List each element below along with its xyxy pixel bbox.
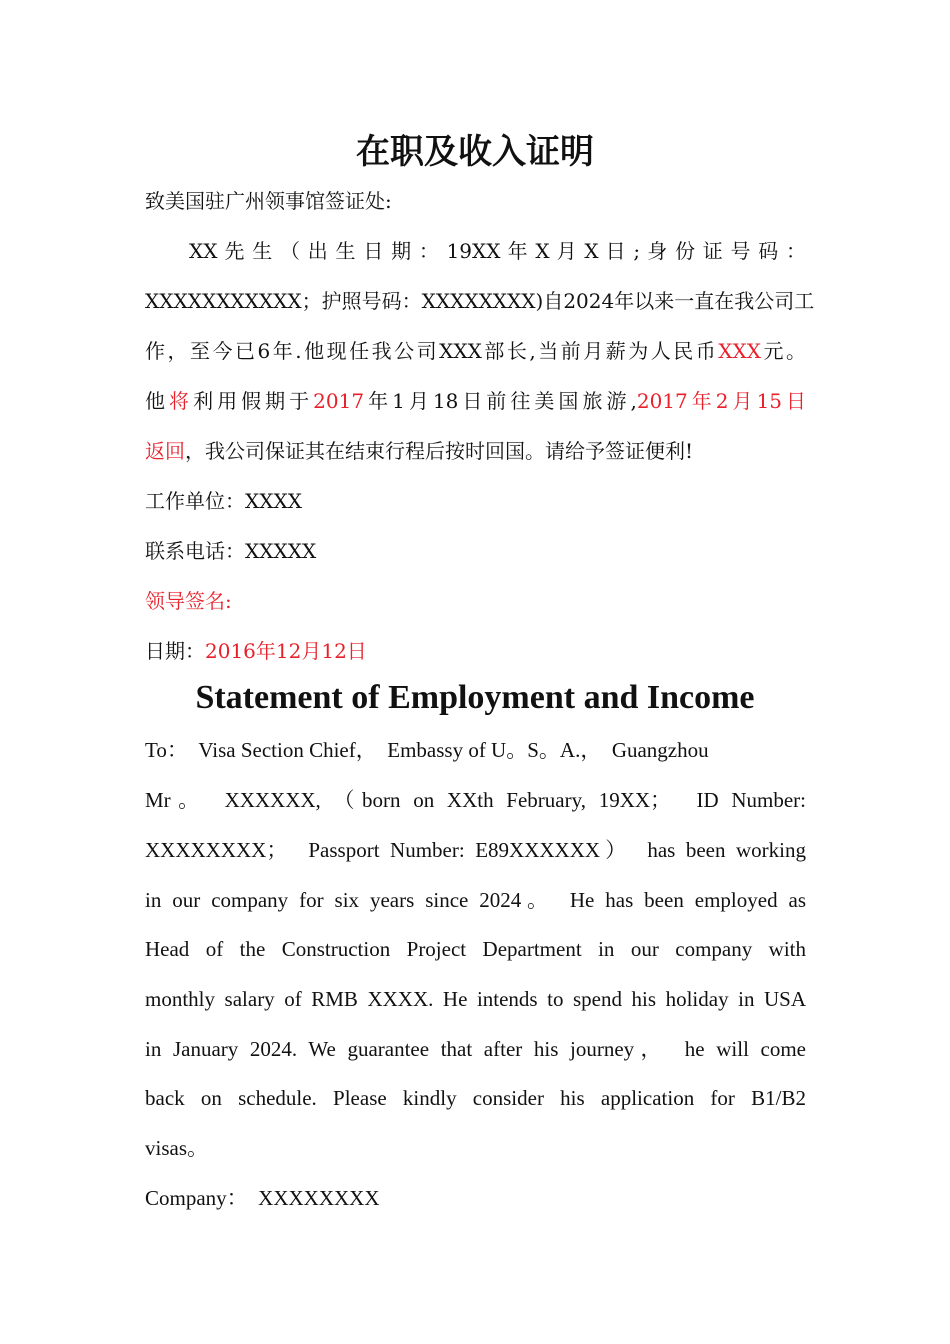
leader-signature: 领导签名:: [145, 589, 232, 613]
date-label: 日期：: [145, 639, 205, 663]
cn-paragraph-line-4: [145, 387, 806, 415]
en-paragraph-line-7: back on schedule. Please kindly consider his application for B1/B2: [145, 1086, 806, 1110]
cn-paragraph-line-3: [145, 337, 806, 365]
return-date: 2017年2月15日: [636, 389, 807, 413]
highlight-text: 将: [169, 389, 194, 413]
en-paragraph-line-8: visas。: [145, 1136, 208, 1160]
contact-phone: 联系电话：XXXXX: [145, 539, 317, 563]
date-line: [145, 637, 806, 665]
en-paragraph-line-2: XXXXXXXX； Passport Number: E89XXXXXX） has been working: [145, 838, 806, 862]
departure-year: 2017: [313, 389, 365, 413]
date-value: 2016年12月12日: [205, 639, 367, 663]
en-paragraph-line-6: in January 2024. We guarantee that after his journey， he will come: [145, 1037, 806, 1061]
cn-text: 他: [145, 389, 170, 413]
en-addressee: To： Visa Section Chief， Embassy of U。S。A.， Guangzhou: [145, 738, 709, 762]
en-paragraph-line-5: monthly salary of RMB XXXX. He intends to spend his holiday in USA: [145, 987, 806, 1011]
return-text: 返回: [145, 439, 185, 463]
en-company: Company： XXXXXXXX: [145, 1186, 380, 1210]
english-title: Statement of Employment and Income: [195, 679, 755, 716]
cn-text: 利用假期于: [193, 389, 314, 413]
cn-paragraph-line-5: [145, 437, 806, 465]
cn-text: ，我公司保证其在结束行程后按时回国。请给予签证便利!: [185, 439, 694, 463]
salutation: 致美国驻广州领事馆签证处:: [145, 189, 392, 213]
en-paragraph-line-1: Mr。 XXXXXX, （born on XXth February, 19XX； ID Number:: [145, 788, 806, 812]
cn-paragraph-line-2: XXXXXXXXXXX；护照号码：XXXXXXXX)自2024年以来一直在我公司工: [145, 289, 815, 313]
cn-text: 元。: [761, 339, 807, 363]
en-paragraph-line-4: Head of the Construction Project Department in our company with: [145, 937, 806, 961]
en-paragraph-line-3: in our company for six years since 2024。 He has been employed as: [145, 888, 806, 912]
cn-paragraph-line-1: XX 先 生 （ 出 生 日 期 ： 19XX 年 X 月 X 日 ; 身 份 证 号 码 ：: [189, 239, 806, 263]
cn-text: 作，至今已6年.他现任我公司XXX部长,当前月薪为人民币: [145, 339, 719, 363]
chinese-title: 在职及收入证明: [356, 132, 594, 172]
salary-amount: XXX: [718, 339, 761, 363]
work-unit: 工作单位：XXXX: [145, 489, 302, 513]
cn-text: 年1月18日前往美国旅游,: [364, 389, 637, 413]
